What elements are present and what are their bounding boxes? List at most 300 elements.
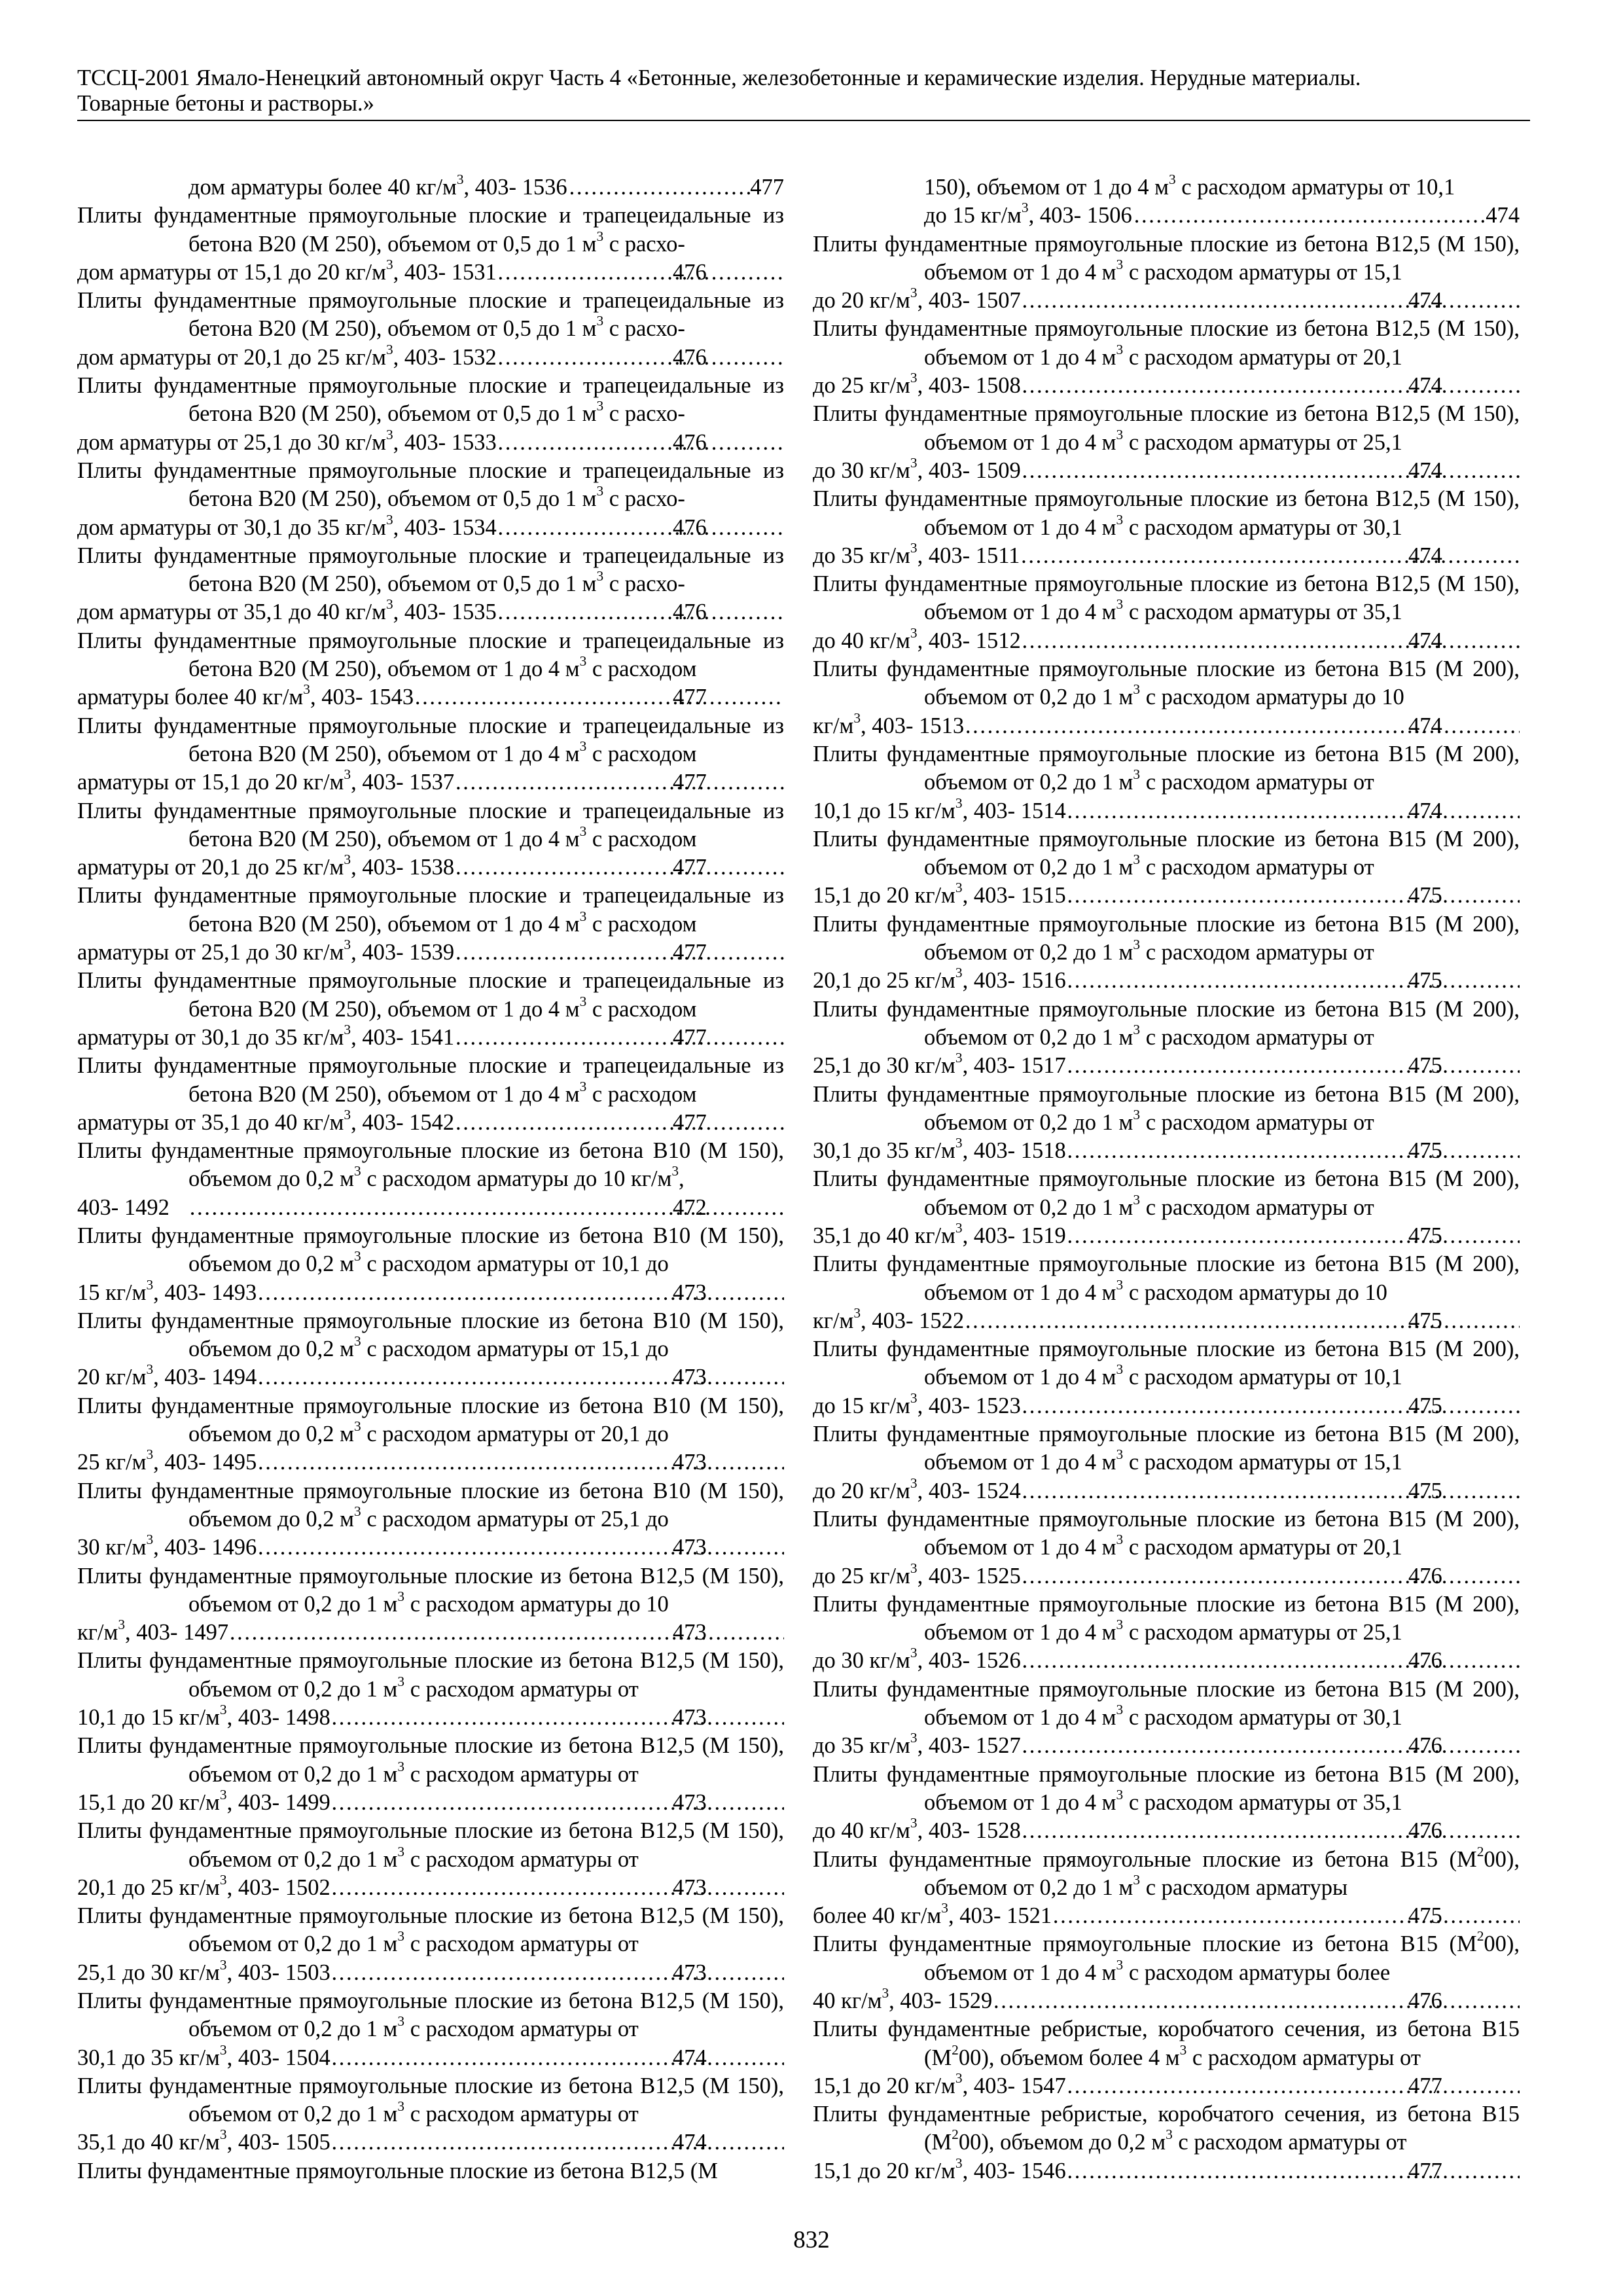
index-entry — [77, 2072, 784, 2157]
index-entry — [77, 1392, 784, 1477]
entry-reference: 20 $кг/м^3$, 403- 1494 — [77, 1361, 257, 1390]
entry-last-line — [188, 173, 784, 202]
entry-reference: дом арматуры от 25,1 до 30 $кг/м^3$, 403- 1533 — [77, 426, 497, 455]
entry-reference: 10,1 до 15 $кг/м^3$, 403- 1498 — [77, 1702, 330, 1731]
entry-reference: дом арматуры более 40 $кг/м^3$, 403- 1536 — [188, 171, 567, 200]
superscript: 3 — [385, 341, 393, 357]
entry-text: Плиты фундаментные прямоугольные плоские из бетона В10 (М 150), объемом до 0,2 $м^3$ с расходом арматуры до 10 $кг/м^3$, — [77, 1138, 784, 1192]
entry-reference: $кг/м^3$, 403- 1497 — [77, 1617, 229, 1645]
index-entry — [77, 712, 784, 797]
dot-leader — [330, 2044, 784, 2072]
superscript: 3 — [385, 596, 393, 613]
entry-last-line: 25,1 до 30 $кг/м^3$, 403- 1517 . . . 475 — [924, 1052, 1520, 1080]
dot-leader — [1021, 287, 1520, 315]
superscript: 3 — [1116, 341, 1124, 357]
dot-leader — [330, 1874, 784, 1902]
entry-reference: 15,1 до 20 $кг/м^3$, 403- 1515 — [813, 880, 1066, 908]
index-entry — [77, 1137, 784, 1222]
entry-text: Плиты фундаментные прямоугольные плоские и трапецеидальные из бетона В20 (М 250), объемом от 0,5 до 1 $м^3$ с расхо- — [77, 203, 784, 257]
entry-text: Плиты фундаментные прямоугольные плоские из бетона В12,5 (М 150), объемом от 1 до 4 $м^3$ с расходом арматуры от 15,1 — [813, 231, 1520, 285]
entry-text: Плиты фундаментные прямоугольные плоские из бетона В10 (М 150), объемом до 0,2 $м^3$ с расходом арматуры от 10,1 до — [77, 1223, 784, 1277]
entry-text: Плиты фундаментные прямоугольные плоские из бетона В12,5 (М 150), объемом от 1 до 4 $м^3$ с расходом арматуры от 35,1 — [813, 571, 1520, 625]
dot-leader — [1020, 542, 1520, 570]
superscript: 3 — [1116, 1446, 1124, 1463]
entry-reference: до 40 $кг/м^3$, 403- 1528 — [813, 1815, 1021, 1844]
superscript: 3 — [955, 965, 963, 981]
entry-text: Плиты фундаментные прямоугольные плоские из бетона В12,5 (М — [77, 2158, 718, 2183]
index-entry — [813, 1590, 1520, 1676]
entry-text: Плиты фундаментные прямоугольные плоские из бетона В15 (М 200), объемом от 1 до 4 $м^3$ с расходом арматуры от 15,1 — [813, 1422, 1520, 1475]
superscript: 3 — [1116, 1276, 1124, 1293]
entry-last-line: 20,1 до 25 $кг/м^3$, 403- 1502 . . . 473 — [188, 1874, 784, 1902]
entry-text: Плиты фундаментные прямоугольные плоские из бетона В15 (М 200), объемом от 1 до 4 $м^3$ с расходом арматуры от 30,1 — [813, 1676, 1520, 1731]
superscript: 3 — [385, 511, 393, 528]
dot-leader — [1132, 202, 1486, 230]
superscript: 3 — [456, 171, 464, 187]
superscript: 3 — [853, 709, 861, 726]
entry-page-number: 474 — [1486, 203, 1520, 228]
entry-reference: дом арматуры от 35,1 до 40 $кг/м^3$, 403- 1535 — [77, 596, 497, 625]
entry-last-line: до 40 $кг/м^3$, 403- 1512 . . . 474 — [924, 627, 1520, 655]
index-entry — [77, 967, 784, 1052]
superscript: 3 — [1116, 1532, 1124, 1548]
entry-reference: до 35 $кг/м^3$, 403- 1511 — [813, 539, 1020, 568]
index-entry — [813, 1081, 1520, 1166]
dot-leader — [1021, 627, 1520, 655]
superscript: 3 — [1116, 596, 1124, 613]
entry-last-line: до 40 $кг/м^3$, 403- 1528 . . . 476 — [924, 1817, 1520, 1845]
dot-leader — [1066, 1222, 1520, 1250]
index-entry — [813, 1505, 1520, 1590]
entry-last-line: 10,1 до 15 $кг/м^3$, 403- 1514 . . . 474 — [924, 797, 1520, 825]
index-entry — [77, 1987, 784, 2072]
header-line-1: ТССЦ-2001 Ямало-Ненецкий автономный округ Часть 4 «Бетонные, железобетонные и керамические изделия. Нерудные материалы. — [77, 65, 1361, 90]
entry-text: Плиты фундаментные прямоугольные плоские из бетона В15 (М 200), объемом от 0,2 до 1 $м^3$ с расходом арматуры от — [813, 741, 1520, 795]
superscript: 3 — [910, 370, 918, 386]
entry-last-line: 25 $кг/м^3$, 403- 1495 . . . 473 — [188, 1448, 784, 1477]
entry-text: Плиты фундаментные прямоугольные плоские из бетона В15 (М 200), объемом от 0,2 до 1 $м^3$ с расходом арматуры от — [813, 826, 1520, 880]
dot-leader — [497, 429, 784, 457]
superscript: 3 — [344, 1106, 351, 1122]
entry-text: Плиты фундаментные прямоугольные плоские и трапецеидальные из бетона В20 (М 250), объемом от 1 до 4 $м^3$ с расходом — [77, 798, 784, 852]
entry-last-line: $кг/м^3$, 403- 1522 . . . 475 — [924, 1307, 1520, 1335]
superscript: 3 — [1133, 1106, 1141, 1122]
index-entry — [77, 1562, 784, 1647]
entry-text: Плиты фундаментные прямоугольные плоские из бетона В15 (М 200), объемом от 0,2 до 1 $м^3$ с расходом арматуры от — [813, 996, 1520, 1050]
dot-leader — [497, 344, 784, 372]
superscript: 3 — [910, 1815, 918, 1831]
entry-text: Плиты фундаментные прямоугольные плоские и трапецеидальные из бетона В20 (М 250), объемом от 1 до 4 $м^3$ с расходом — [77, 628, 784, 682]
superscript: 3 — [1116, 1361, 1124, 1378]
entry-reference: 25,1 до 30 $кг/м^3$, 403- 1503 — [77, 1956, 330, 1985]
entry-reference: 30 $кг/м^3$, 403- 1496 — [77, 1532, 257, 1560]
superscript: 3 — [1166, 2126, 1173, 2143]
index-entry — [77, 2157, 784, 2185]
index-entry — [77, 202, 784, 287]
entry-text: Плиты фундаментные прямоугольные плоские из бетона В10 (М 150), объемом до 0,2 $м^3$ с расходом арматуры от 25,1 до — [77, 1478, 784, 1532]
entry-reference: до 20 $кг/м^3$, 403- 1507 — [813, 285, 1021, 314]
entry-last-line — [924, 202, 1520, 230]
entry-last-line: $кг/м^3$, 403- 1513 . . . 474 — [924, 712, 1520, 740]
entry-text: Плиты фундаментные прямоугольные плоские из бетона В15 (М 200), объемом от 1 до 4 $м^3$ с расходом арматуры от 20,1 — [813, 1506, 1520, 1560]
index-entry — [813, 1930, 1520, 2015]
index-entry — [813, 315, 1520, 400]
entry-reference: 15,1 до 20 $кг/м^3$, 403- 1499 — [77, 1786, 330, 1815]
dot-leader — [330, 1959, 784, 1987]
index-entry — [77, 1052, 784, 1137]
entry-reference: $кг/м^3$, 403- 1513 — [813, 709, 965, 738]
entry-text: Плиты фундаментные ребристые, коробчатого сечения, из бетона В15 $(М^200)$, объемом более 4 $м^3$ с расходом арматуры от — [813, 2017, 1520, 2070]
dot-leader — [567, 173, 751, 202]
superscript: 3 — [1133, 766, 1141, 783]
entry-reference: дом арматуры от 20,1 до 25 $кг/м^3$, 403- 1532 — [77, 341, 497, 370]
index-entry — [77, 287, 784, 372]
entry-reference: 15,1 до 20 $кг/м^3$, 403- 1546 — [813, 2155, 1066, 2183]
entry-reference: арматуры от 15,1 до 20 $кг/м^3$, 403- 1537 — [77, 766, 455, 795]
entry-reference: арматуры от 20,1 до 25 $кг/м^3$, 403- 1538 — [77, 852, 455, 880]
entry-last-line: 403- 1492 . . . 472 — [188, 1194, 784, 1222]
entry-last-line: арматуры от 25,1 до 30 $кг/м^3$, 403- 1539 . . . 477 — [188, 939, 784, 967]
index-entry — [813, 910, 1520, 996]
entry-reference: 15,1 до 20 $кг/м^3$, 403- 1547 — [813, 2070, 1066, 2098]
entry-text: Плиты фундаментные прямоугольные плоские из бетона В10 (М 150), объемом до 0,2 $м^3$ с расходом арматуры от 15,1 до — [77, 1308, 784, 1362]
superscript: 3 — [579, 823, 587, 839]
dot-leader — [454, 1109, 784, 1137]
superscript: 3 — [596, 398, 604, 414]
superscript: 3 — [118, 1617, 126, 1633]
superscript: 3 — [910, 539, 918, 556]
superscript: 3 — [1116, 256, 1124, 272]
entry-reference: дом арматуры от 15,1 до 20 $кг/м^3$, 403- 1531 — [77, 256, 497, 285]
index-entry — [813, 230, 1520, 315]
entry-reference: 30,1 до 35 $кг/м^3$, 403- 1518 — [813, 1135, 1066, 1164]
entry-reference: 25,1 до 30 $кг/м^3$, 403- 1517 — [813, 1050, 1066, 1079]
entry-last-line: до 25 $кг/м^3$, 403- 1508 . . . 474 — [924, 372, 1520, 400]
superscript: 3 — [955, 880, 963, 896]
entry-text: Плиты фундаментные прямоугольные плоские из бетона В12,5 (М 150), объемом от 0,2 до 1 $м^3$ с расходом арматуры от — [77, 2073, 784, 2127]
index-entry — [813, 485, 1520, 570]
superscript: 3 — [397, 1843, 405, 1859]
index-entry — [813, 400, 1520, 485]
entry-reference: до 40 $кг/м^3$, 403- 1512 — [813, 624, 1021, 653]
dot-leader — [1021, 457, 1520, 485]
index-entry — [813, 2100, 1520, 2185]
index-entry — [77, 882, 784, 967]
superscript: 3 — [579, 738, 587, 754]
index-entry — [813, 1843, 1520, 1931]
index-entry — [77, 542, 784, 627]
index-entry — [77, 1647, 784, 1732]
entry-text: Плиты фундаментные прямоугольные плоские из бетона В15 (М 200), объемом от 1 до 4 $м^3$ с расходом арматуры до 10 — [813, 1251, 1520, 1305]
entry-last-line: 15,1 до 20 $кг/м^3$, 403- 1546 . . . 477 — [924, 2157, 1520, 2185]
superscript: 3 — [344, 852, 351, 868]
entry-text: Плиты фундаментные прямоугольные плоские из бетона В15 (М 200), объемом от 1 до 4 $м^3$ с расходом арматуры от 25,1 — [813, 1591, 1520, 1645]
entry-text: Плиты фундаментные прямоугольные плоские из бетона В15 $(М^200)$, объемом от 0,2 до 1 $м^3$ с расходом арматуры — [813, 1843, 1520, 1900]
entry-last-line: арматуры от 20,1 до 25 $кг/м^3$, 403- 1538 . . . 477 — [188, 853, 784, 882]
dot-leader — [1066, 797, 1520, 825]
dot-leader — [1066, 1052, 1520, 1080]
entry-reference: 20,1 до 25 $кг/м^3$, 403- 1502 — [77, 1871, 330, 1900]
superscript: 3 — [941, 1900, 948, 1916]
superscript: 3 — [354, 1248, 361, 1265]
entry-text: Плиты фундаментные прямоугольные плоские из бетона В12,5 (М 150), объемом от 1 до 4 $м^3$ с расходом арматуры от 20,1 — [813, 316, 1520, 370]
entry-last-line: 30,1 до 35 $кг/м^3$, 403- 1504 . . . 474 — [188, 2044, 784, 2072]
entry-last-line: дом арматуры от 35,1 до 40 $кг/м^3$, 403- 1535 . . . 476 — [188, 598, 784, 626]
superscript: 3 — [1021, 200, 1029, 216]
entry-text: Плиты фундаментные ребристые, коробчатого сечения, из бетона В15 $(М^200)$, объемом до 0,2 $м^3$ с расходом арматуры от — [813, 2102, 1520, 2155]
superscript: 3 — [219, 1786, 227, 1803]
entry-last-line: арматуры более 40 $кг/м^3$, 403- 1543 . . . 477 — [188, 683, 784, 711]
superscript: 3 — [955, 1135, 963, 1151]
superscript: 3 — [146, 1361, 154, 1378]
entry-reference: 35,1 до 40 $кг/м^3$, 403- 1505 — [77, 2126, 330, 2155]
dot-leader — [1066, 967, 1520, 995]
superscript: 3 — [344, 936, 351, 952]
superscript: 3 — [910, 1560, 918, 1576]
superscript: 3 — [1179, 2041, 1187, 2058]
entry-last-line: арматуры от 35,1 до 40 $кг/м^3$, 403- 1542 . . . 477 — [188, 1109, 784, 1137]
dot-leader — [497, 514, 784, 542]
entry-last-line: 30 $кг/м^3$, 403- 1496 . . . 473 — [188, 1534, 784, 1562]
entry-last-line: 35,1 до 40 $кг/м^3$, 403- 1505 . . . 474 — [188, 2128, 784, 2157]
entry-last-line: 20,1 до 25 $кг/м^3$, 403- 1516 . . . 475 — [924, 967, 1520, 995]
superscript: 3 — [1133, 1191, 1141, 1208]
superscript: 3 — [146, 1532, 154, 1548]
entry-text: Плиты фундаментные прямоугольные плоские и трапецеидальные из бетона В20 (М 250), объемом от 1 до 4 $м^3$ с расходом — [77, 883, 784, 937]
superscript: 3 — [1116, 1702, 1124, 1717]
entry-last-line: арматуры от 15,1 до 20 $кг/м^3$, 403- 1537 . . . 477 — [188, 768, 784, 797]
entry-last-line: 10,1 до 15 $кг/м^3$, 403- 1498 . . . 473 — [188, 1704, 784, 1732]
dot-leader — [1066, 2072, 1520, 2100]
superscript: 3 — [397, 1673, 405, 1689]
entry-last-line: до 20 $кг/м^3$, 403- 1507 . . . 474 — [924, 287, 1520, 315]
entry-reference: до 35 $кг/м^3$, 403- 1527 — [813, 1730, 1021, 1759]
entry-text: Плиты фундаментные прямоугольные плоские и трапецеидальные из бетона В20 (М 250), объемом от 1 до 4 $м^3$ с расходом — [77, 1053, 784, 1107]
entry-reference: более 40 $кг/м^3$, 403- 1521 — [813, 1900, 1052, 1929]
entry-reference: до 25 $кг/м^3$, 403- 1525 — [813, 1560, 1021, 1588]
page-header — [77, 65, 1531, 117]
superscript: 3 — [146, 1446, 154, 1463]
entry-reference: 35,1 до 40 $кг/м^3$, 403- 1519 — [813, 1219, 1066, 1248]
superscript: 3 — [1133, 936, 1141, 952]
entry-reference: до 30 $кг/м^3$, 403- 1526 — [813, 1645, 1021, 1674]
superscript: 3 — [1133, 1021, 1141, 1037]
dot-leader — [1052, 1902, 1520, 1930]
superscript: 3 — [397, 1758, 405, 1774]
index-entry — [813, 1335, 1520, 1420]
entry-last-line: до 20 $кг/м^3$, 403- 1524 . . . 475 — [924, 1477, 1520, 1505]
superscript: 3 — [596, 568, 604, 584]
entry-reference: $кг/м^3$, 403- 1522 — [813, 1304, 965, 1333]
superscript: 3 — [1168, 171, 1176, 187]
entry-last-line: 35,1 до 40 $кг/м^3$, 403- 1519 . . . 475 — [924, 1222, 1520, 1250]
dot-leader — [330, 2128, 784, 2157]
superscript: 3 — [910, 1475, 918, 1491]
entry-text: Плиты фундаментные прямоугольные плоские из бетона В12,5 (М 150), объемом от 0,2 до 1 $м^3$ с расходом арматуры от — [77, 1733, 784, 1787]
superscript: 3 — [910, 1390, 918, 1406]
superscript: 3 — [385, 426, 393, 442]
superscript: 3 — [955, 795, 963, 811]
entry-text: Плиты фундаментные прямоугольные плоские из бетона В10 (М 150), объемом до 0,2 $м^3$ с расходом арматуры от 20,1 до — [77, 1393, 784, 1447]
index-entry — [813, 2015, 1520, 2100]
dot-leader — [1021, 1647, 1520, 1675]
superscript: 3 — [354, 1333, 361, 1350]
dot-leader — [497, 598, 784, 626]
entry-reference: арматуры от 25,1 до 30 $кг/м^3$, 403- 1539 — [77, 936, 455, 965]
index-entry — [77, 1902, 784, 1987]
entry-text: Плиты фундаментные прямоугольные плоские из бетона В15 (М 200), объемом от 0,2 до 1 $м^3$ с расходом арматуры от — [813, 911, 1520, 965]
superscript: 3 — [579, 653, 587, 670]
superscript: 3 — [1116, 1786, 1124, 1803]
entry-text: Плиты фундаментные прямоугольные плоские из бетона В15 $(М^200)$, объемом от 1 до 4 $м^3$ с расходом арматуры более — [813, 1928, 1520, 1985]
entry-last-line: дом арматуры от 20,1 до 25 $кг/м^3$, 403- 1532 . . . 476 — [188, 344, 784, 372]
entry-last-line: до 25 $кг/м^3$, 403- 1525 . . . 476 — [924, 1562, 1520, 1590]
superscript: 3 — [1133, 852, 1141, 868]
superscript: 3 — [596, 313, 604, 329]
index-column-right — [813, 173, 1520, 2185]
superscript: 3 — [596, 228, 604, 244]
index-column-left — [77, 173, 784, 2185]
entry-text: Плиты фундаментные прямоугольные плоские из бетона В15 (М 200), объемом от 0,2 до 1 $м^3$ с расходом арматуры от — [813, 1081, 1520, 1135]
entry-reference: арматуры более 40 $кг/м^3$, 403- 1543 — [77, 681, 414, 710]
index-entry — [77, 1307, 784, 1392]
entry-reference: 10,1 до 15 $кг/м^3$, 403- 1514 — [813, 795, 1066, 823]
superscript: 3 — [910, 624, 918, 641]
entry-reference: 15 $кг/м^3$, 403- 1493 — [77, 1276, 257, 1305]
entry-last-line: 25,1 до 30 $кг/м^3$, 403- 1503 . . . 473 — [188, 1959, 784, 1987]
entry-last-line: до 35 $кг/м^3$, 403- 1511 . . . 474 — [924, 542, 1520, 570]
superscript: 3 — [910, 285, 918, 301]
superscript: 3 — [579, 908, 587, 924]
entry-reference: до 20 $кг/м^3$, 403- 1524 — [813, 1475, 1021, 1503]
entry-last-line: арматуры от 30,1 до 35 $кг/м^3$, 403- 1541 . . . 477 — [188, 1024, 784, 1052]
superscript: 3 — [397, 2098, 405, 2115]
entry-last-line: 40 $кг/м^3$, 403- 1529 . . . 476 — [924, 1987, 1520, 2015]
index-entry — [813, 825, 1520, 910]
dot-leader — [497, 259, 784, 287]
superscript: 3 — [955, 2155, 963, 2171]
index-entry — [813, 996, 1520, 1081]
page-number: 832 — [793, 2227, 830, 2253]
entry-reference: 20,1 до 25 $кг/м^3$, 403- 1516 — [813, 965, 1066, 994]
entry-last-line: 15,1 до 20 $кг/м^3$, 403- 1515 . . . 475 — [924, 882, 1520, 910]
dot-leader — [1021, 1392, 1520, 1420]
index-entry — [77, 173, 784, 202]
index-entry — [813, 655, 1520, 740]
superscript: 3 — [219, 1871, 227, 1888]
index-entry — [813, 1165, 1520, 1250]
entry-text: Плиты фундаментные прямоугольные плоские из бетона В15 (М 200), объемом от 1 до 4 $м^3$ с расходом арматуры от 10,1 — [813, 1336, 1520, 1390]
superscript: 3 — [671, 1163, 679, 1179]
dot-leader — [1066, 2157, 1520, 2185]
index-entry — [813, 740, 1520, 825]
superscript: 3 — [955, 2070, 963, 2086]
entry-last-line: более 40 $кг/м^3$, 403- 1521 . . . 475 — [924, 1902, 1520, 1930]
entry-text: Плиты фундаментные прямоугольные плоские и трапецеидальные из бетона В20 (М 250), объемом от 0,5 до 1 $м^3$ с расхо- — [77, 457, 784, 512]
superscript: 3 — [910, 454, 918, 471]
superscript: 3 — [219, 2126, 227, 2143]
superscript: 3 — [385, 256, 393, 272]
superscript: 3 — [579, 1078, 587, 1094]
entry-reference: арматуры от 30,1 до 35 $кг/м^3$, 403- 1541 — [77, 1021, 455, 1050]
superscript: 3 — [344, 1021, 351, 1037]
index-entry — [77, 797, 784, 882]
dot-leader — [1021, 372, 1520, 400]
superscript: 3 — [397, 2013, 405, 2030]
entry-text: Плиты фундаментные прямоугольные плоские и трапецеидальные из бетона В20 (М 250), объемом от 0,5 до 1 $м^3$ с расхо- — [77, 373, 784, 427]
superscript: 3 — [303, 681, 310, 698]
superscript: 3 — [397, 1928, 405, 1945]
superscript: 2 — [952, 2126, 959, 2143]
superscript: 3 — [955, 1219, 963, 1236]
superscript: 3 — [955, 1050, 963, 1066]
entry-text: 150), объемом от 1 до 4 $м^3$ с расходом арматуры от 10,1 — [924, 171, 1455, 200]
entry-reference: до 15 $кг/м^3$, 403- 1506 — [924, 200, 1132, 228]
superscript: 3 — [354, 1503, 361, 1519]
superscript: 3 — [1116, 1956, 1124, 1973]
entry-last-line: до 15 $кг/м^3$, 403- 1523 . . . 475 — [924, 1392, 1520, 1420]
entry-last-line: дом арматуры от 25,1 до 30 $кг/м^3$, 403- 1533 . . . 476 — [188, 429, 784, 457]
entry-reference: 25 $кг/м^3$, 403- 1495 — [77, 1446, 257, 1475]
superscript: 3 — [354, 1418, 361, 1435]
superscript: 3 — [910, 1730, 918, 1746]
superscript: 3 — [1116, 1617, 1124, 1633]
entry-last-line: 15,1 до 20 $кг/м^3$, 403- 1499 . . . 473 — [188, 1789, 784, 1817]
index-entry — [813, 1676, 1520, 1761]
entry-reference: арматуры от 35,1 до 40 $кг/м^3$, 403- 1542 — [77, 1106, 455, 1135]
entry-last-line: $кг/м^3$, 403- 1497 . . . 473 — [188, 1619, 784, 1647]
entry-text: Плиты фундаментные прямоугольные плоские из бетона В12,5 (М 150), объемом от 0,2 до 1 $м^3$ с расходом арматуры от — [77, 1903, 784, 1957]
superscript: 3 — [219, 1702, 227, 1717]
index-entry — [813, 1250, 1520, 1335]
header-line-2: Товарные бетоны и растворы.» — [77, 91, 374, 116]
superscript: 3 — [1133, 1871, 1141, 1888]
entry-last-line: дом арматуры от 15,1 до 20 $кг/м^3$, 403- 1531 . . . 476 — [188, 259, 784, 287]
superscript: 3 — [219, 2041, 227, 2058]
entry-text: Плиты фундаментные прямоугольные плоские из бетона В12,5 (М 150), объемом от 0,2 до 1 $м^3$ с расходом арматуры от — [77, 1988, 784, 2042]
entry-reference: до 30 $кг/м^3$, 403- 1509 — [813, 454, 1021, 483]
entry-text: Плиты фундаментные прямоугольные плоские из бетона В12,5 (М 150), объемом от 0,2 до 1 $м^3$ с расходом арматуры от — [77, 1648, 784, 1702]
entry-page-number: 477 — [750, 175, 784, 200]
superscript: 2 — [1476, 1843, 1484, 1859]
entry-last-line: 15 $кг/м^3$, 403- 1493 . . . 473 — [188, 1279, 784, 1307]
dot-leader — [1021, 1562, 1520, 1590]
dot-leader — [454, 939, 784, 967]
entry-last-line: до 30 $кг/м^3$, 403- 1509 . . . 474 — [924, 457, 1520, 485]
superscript: 3 — [146, 1276, 154, 1293]
superscript: 3 — [1116, 426, 1124, 442]
entry-text: Плиты фундаментные прямоугольные плоские и трапецеидальные из бетона В20 (М 250), объемом от 1 до 4 $м^3$ с расходом — [77, 968, 784, 1022]
dot-leader — [330, 1704, 784, 1732]
entry-text: Плиты фундаментные прямоугольные плоские и трапецеидальные из бетона В20 (М 250), объемом от 0,5 до 1 $м^3$ с расхо- — [77, 543, 784, 597]
entry-text: Плиты фундаментные прямоугольные плоские из бетона В12,5 (М 150), объемом от 0,2 до 1 $м^3$ с расходом арматуры от — [77, 1818, 784, 1872]
index-entry — [813, 1761, 1520, 1846]
entry-reference: до 25 $кг/м^3$, 403- 1508 — [813, 370, 1021, 399]
superscript: 3 — [354, 1163, 361, 1179]
entry-text: Плиты фундаментные прямоугольные плоские из бетона В12,5 (М 150), объемом от 1 до 4 $м^3$ с расходом арматуры от 30,1 — [813, 486, 1520, 540]
superscript: 2 — [952, 2041, 959, 2058]
dot-leader — [1066, 882, 1520, 910]
entry-last-line: 15,1 до 20 $кг/м^3$, 403- 1547 . . . 477 — [924, 2072, 1520, 2100]
index-entry — [77, 1732, 784, 1817]
index-entry — [77, 1222, 784, 1307]
dot-leader — [414, 683, 784, 711]
superscript: 3 — [344, 766, 351, 783]
index-entry — [77, 457, 784, 542]
entry-reference: дом арматуры от 30,1 до 35 $кг/м^3$, 403- 1534 — [77, 511, 497, 540]
entry-text: Плиты фундаментные прямоугольные плоские из бетона В12,5 (М 150), объемом от 1 до 4 $м^3$ с расходом арматуры от 25,1 — [813, 401, 1520, 455]
entry-text: Плиты фундаментные прямоугольные плоские из бетона В12,5 (М 150), объемом от 0,2 до 1 $м^3$ с расходом арматуры до 10 — [77, 1563, 784, 1617]
